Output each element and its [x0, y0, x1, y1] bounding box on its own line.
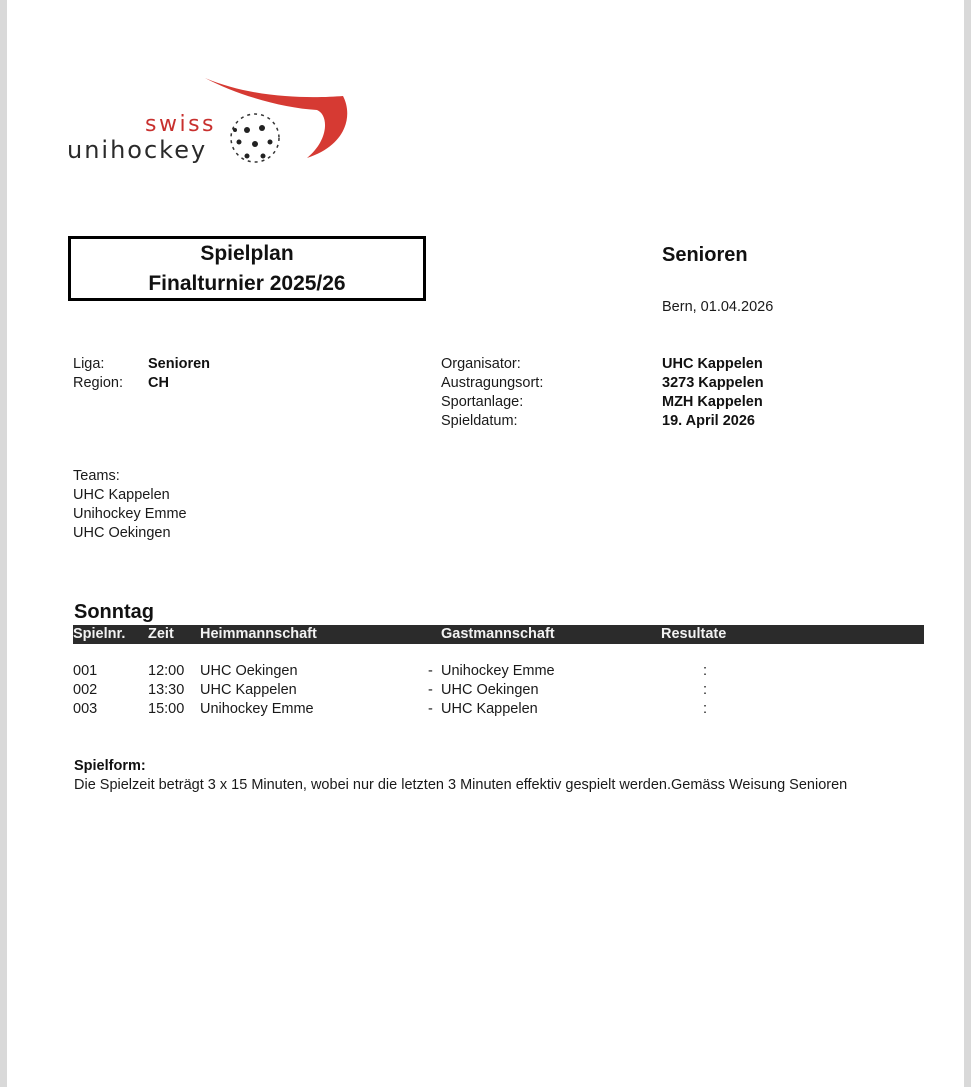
place-date: Bern, 01.04.2026 — [662, 299, 774, 315]
table-row — [73, 700, 971, 719]
document-page — [7, 0, 964, 1087]
cell-home: Unihockey Emme — [200, 701, 314, 717]
logo-text-unihockey: unihockey — [67, 136, 208, 164]
info-value: MZH Kappelen — [662, 394, 763, 410]
table-row — [73, 681, 971, 700]
info-label: Austragungsort: — [441, 375, 544, 391]
swiss-unihockey-logo — [67, 70, 367, 180]
cell-home: UHC Kappelen — [200, 682, 297, 698]
column-header-spielnr: Spielnr. — [73, 626, 126, 642]
info-right — [441, 355, 764, 431]
info-label: Liga: — [73, 356, 105, 372]
cell-separator: - — [428, 663, 433, 679]
schedule-table-header — [73, 625, 924, 644]
info-left — [73, 355, 210, 393]
cell-time: 15:00 — [148, 701, 185, 717]
info-row-austragungsort — [441, 374, 764, 393]
info-row-organisator — [441, 355, 764, 374]
info-value: 19. April 2026 — [662, 413, 755, 429]
info-label: Organisator: — [441, 356, 521, 372]
title-line-1: Spielplan — [200, 242, 294, 265]
column-header-zeit: Zeit — [148, 626, 174, 642]
cell-result: : — [703, 663, 708, 679]
teams-label: Teams: — [73, 468, 120, 484]
info-label: Sportanlage: — [441, 394, 524, 410]
column-header-gastmannschaft: Gastmannschaft — [441, 626, 555, 642]
cell-separator: - — [428, 701, 433, 717]
cell-nr: 002 — [73, 682, 98, 698]
team-item: UHC Oekingen — [73, 525, 171, 541]
info-value: CH — [148, 375, 169, 391]
cell-time: 13:30 — [148, 682, 185, 698]
cell-result: : — [703, 682, 708, 698]
team-item: Unihockey Emme — [73, 506, 187, 522]
spielform-text: Die Spielzeit beträgt 3 x 15 Minuten, wobei nur die letzten 3 Minuten effektiv gespielt werden.Gemäss Weisung Senioren — [74, 777, 848, 793]
info-row-spieldatum — [441, 412, 764, 431]
cell-result: : — [703, 701, 708, 717]
column-header-resultate: Resultate — [661, 626, 727, 642]
schedule-day-heading: Sonntag — [74, 601, 154, 623]
info-value: 3273 Kappelen — [662, 375, 764, 391]
info-label: Spieldatum: — [441, 413, 518, 429]
title-line-2: Finalturnier 2025/26 — [148, 272, 346, 295]
cell-nr: 003 — [73, 701, 98, 717]
table-row — [73, 662, 971, 681]
info-row-liga — [73, 355, 210, 374]
team-item: UHC Kappelen — [73, 487, 170, 503]
teams-list — [73, 467, 187, 543]
cell-guest: Unihockey Emme — [441, 663, 555, 679]
info-value: Senioren — [148, 356, 211, 372]
cell-nr: 001 — [73, 663, 98, 679]
info-row-sportanlage — [441, 393, 764, 412]
cell-guest: UHC Oekingen — [441, 682, 539, 698]
document-title-box — [68, 236, 426, 301]
cell-separator: - — [428, 682, 433, 698]
cell-time: 12:00 — [148, 663, 185, 679]
info-value: UHC Kappelen — [662, 356, 763, 372]
spielform-label: Spielform: — [74, 758, 146, 774]
info-label: Region: — [73, 375, 123, 391]
spielform-section — [74, 757, 847, 795]
info-row-region — [73, 374, 210, 393]
category-heading: Senioren — [662, 244, 748, 266]
cell-guest: UHC Kappelen — [441, 701, 538, 717]
cell-home: UHC Oekingen — [200, 663, 298, 679]
column-header-heimmannschaft: Heimmannschaft — [200, 626, 317, 642]
logo-text-swiss: swiss — [145, 112, 216, 137]
